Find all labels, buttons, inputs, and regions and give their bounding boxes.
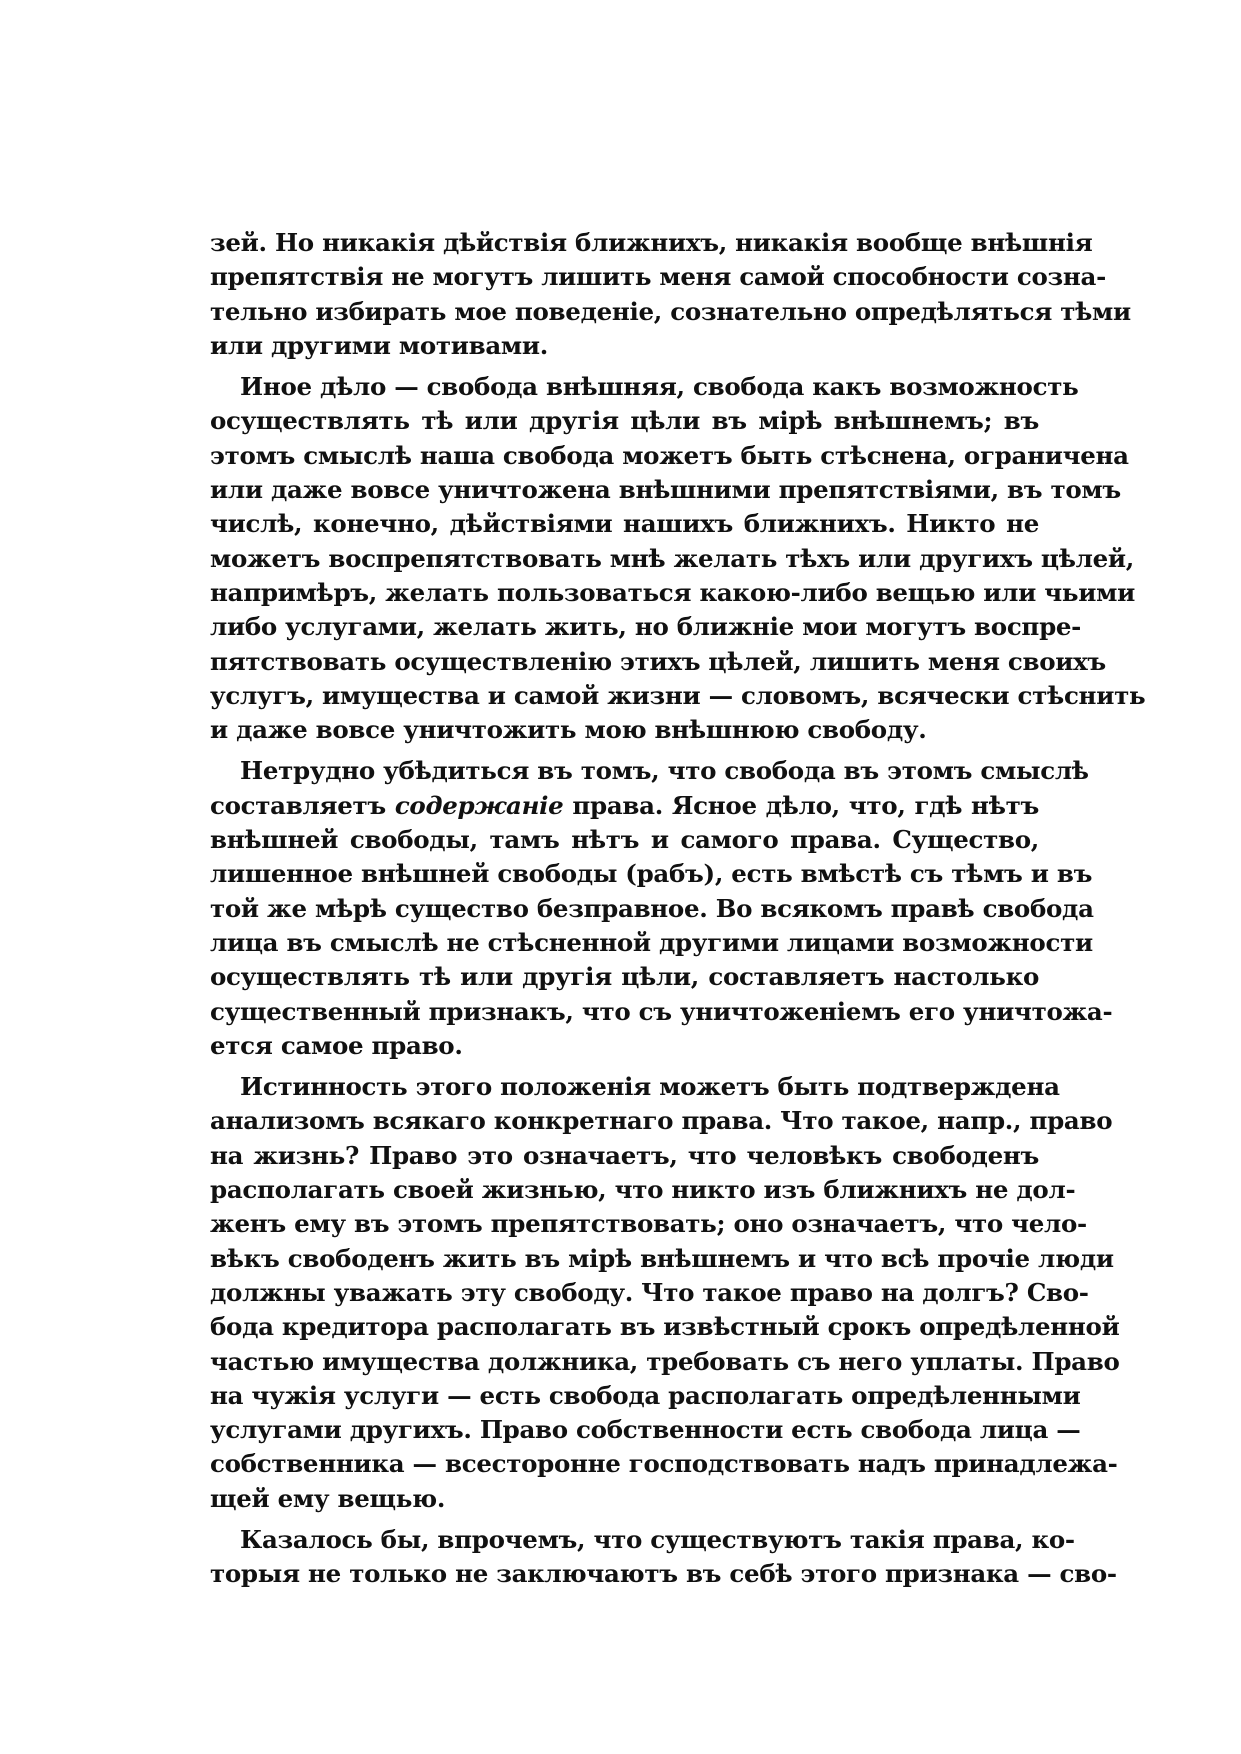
text-line: бода кредитора располагать въ извѣстный срокъ опредѣленной bbox=[210, 1312, 1120, 1342]
text-line: на чужія услуги — есть свобода располагать опредѣленными bbox=[210, 1380, 1081, 1410]
text-line: частью имущества должника, требовать съ него уплаты. Право bbox=[210, 1346, 1120, 1376]
text-line: лишенное внѣшней свободы (рабъ), есть вмѣстѣ съ тѣмъ и въ bbox=[210, 859, 1093, 889]
text-line: на жизнь? Право это означаетъ, что человѣкъ свободенъ bbox=[210, 1140, 1039, 1170]
paragraph bbox=[210, 1523, 1117, 1592]
text-line: услугъ, имущества и самой жизни — словомъ, всячески стѣснить bbox=[210, 680, 1146, 710]
text-segment: права. Ясное дѣло, что, гдѣ нѣтъ bbox=[563, 790, 1039, 820]
body-text bbox=[210, 226, 1146, 1592]
text-line: внѣшней свободы, тамъ нѣтъ и самого права. Существо, bbox=[210, 825, 1039, 855]
text-line: или даже вовсе уничтожена внѣшними препятствіями, въ томъ bbox=[210, 475, 1121, 505]
text-line: должны уважать эту свободу. Что такое право на долгъ? Сво- bbox=[210, 1277, 1089, 1307]
text-segment: составляетъ bbox=[210, 790, 395, 820]
text-line: анализомъ всякаго конкретнаго права. Что такое, напр., право bbox=[210, 1106, 1113, 1136]
paragraph bbox=[210, 754, 1113, 1063]
text-line: располагать своей жизнью, что никто изъ ближнихъ не дол- bbox=[210, 1175, 1076, 1205]
italic-term: содержаніе bbox=[394, 790, 564, 820]
text-line: и даже вовсе уничтожить мою внѣшнюю свободу. bbox=[210, 715, 927, 745]
text-line: числѣ, конечно, дѣйствіями нашихъ ближнихъ. Никто не bbox=[210, 509, 1039, 539]
text-line: существенный признакъ, что съ уничтоженіемъ его уничтожа- bbox=[210, 996, 1113, 1026]
text-line bbox=[210, 789, 1039, 823]
text-line: либо услугами, желать жить, но ближніе мои могутъ воспре- bbox=[210, 612, 1082, 642]
text-line: собственника — всесторонне господствовать надъ принадлежа- bbox=[210, 1449, 1118, 1479]
text-line: тельно избирать мое поведеніе, сознательно опредѣляться тѣми bbox=[210, 296, 1131, 326]
text-line: торыя не только не заключаютъ въ себѣ этого признака — сво- bbox=[210, 1559, 1117, 1589]
text-line: вѣкъ свободенъ жить въ мірѣ внѣшнемъ и что всѣ прочіе люди bbox=[210, 1243, 1114, 1273]
text-line: услугами другихъ. Право собственности есть свобода лица — bbox=[210, 1415, 1081, 1445]
text-line: осуществлять тѣ или другія цѣли въ мірѣ внѣшнемъ; въ bbox=[210, 406, 1039, 436]
paragraph bbox=[210, 226, 1131, 363]
text-line: ется самое право. bbox=[210, 1030, 463, 1060]
text-line: препятствія не могутъ лишить меня самой способности созна- bbox=[210, 262, 1106, 292]
text-line: Нетрудно убѣдиться въ томъ, что свобода въ этомъ смыслѣ bbox=[240, 756, 1089, 786]
text-line: этомъ смыслѣ наша свобода можетъ быть стѣснена, ограничена bbox=[210, 440, 1129, 470]
text-line: осуществлять тѣ или другія цѣли, составляетъ настолько bbox=[210, 962, 1039, 992]
text-line: Истинность этого положенія можетъ быть подтверждена bbox=[240, 1072, 1060, 1102]
text-line: пятствовать осуществленію этихъ цѣлей, лишить меня своихъ bbox=[210, 646, 1106, 676]
text-line: или другими мотивами. bbox=[210, 330, 549, 360]
text-line: напримѣръ, желать пользоваться какою-либо вещью или чьими bbox=[210, 577, 1135, 607]
text-line: Иное дѣло — свобода внѣшняя, свобода какъ возможность bbox=[240, 372, 1079, 402]
text-line: той же мѣрѣ существо безправное. Во всякомъ правѣ свобода bbox=[210, 893, 1094, 923]
text-line: зей. Но никакія дѣйствія ближнихъ, никакія вообще внѣшнія bbox=[210, 228, 1093, 257]
text-line: Казалось бы, впрочемъ, что существуютъ такія права, ко- bbox=[240, 1524, 1075, 1554]
text-line: можетъ воспрепятствовать мнѣ желать тѣхъ или другихъ цѣлей, bbox=[210, 543, 1135, 573]
text-line: щей ему вещью. bbox=[210, 1483, 446, 1513]
paragraph bbox=[210, 1070, 1120, 1516]
text-line: лица въ смыслѣ не стѣсненной другими лицами возможности bbox=[210, 927, 1093, 957]
text-line: женъ ему въ этомъ препятствовать; оно означаетъ, что чело- bbox=[210, 1209, 1087, 1239]
paragraph bbox=[210, 370, 1146, 747]
